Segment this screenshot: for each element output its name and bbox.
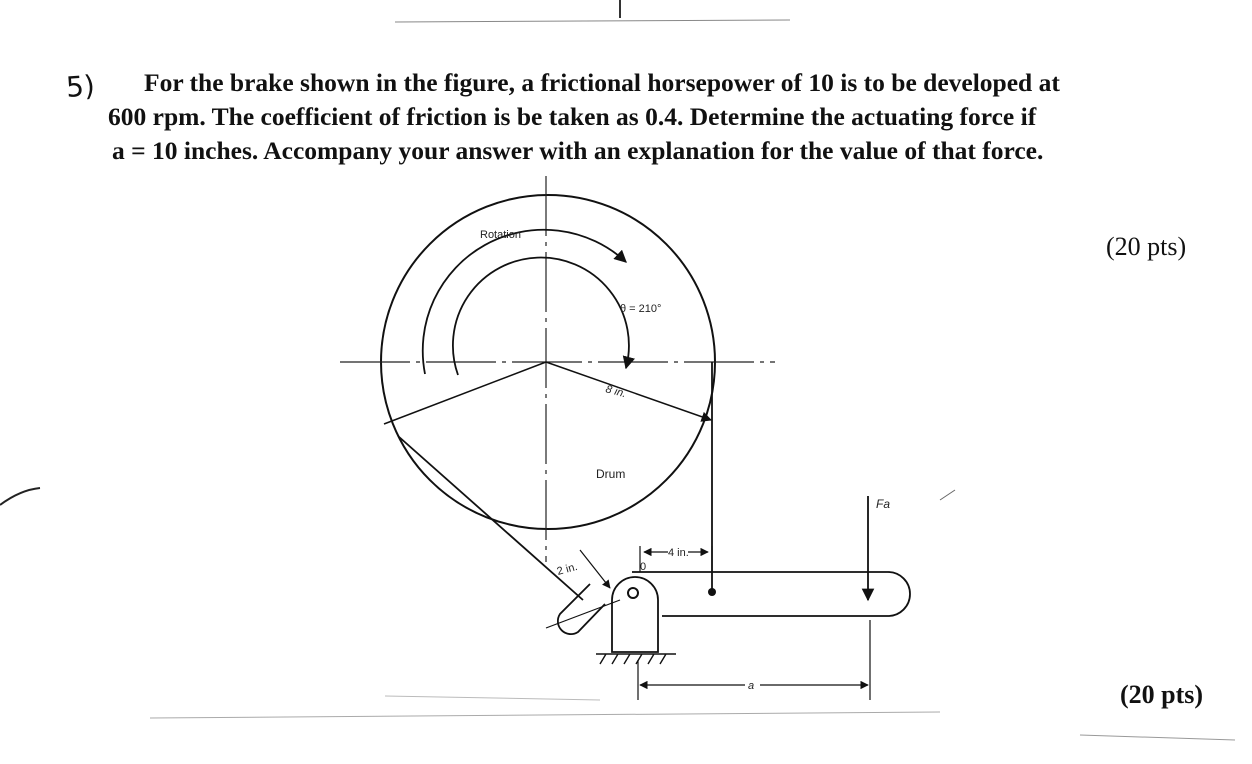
leader-line xyxy=(546,600,620,628)
problem-line-2: 600 rpm. The coefficient of friction is be taken as 0.4. Determine the actuating force if xyxy=(108,102,1037,131)
center-lines xyxy=(340,176,775,562)
points-top: (20 pts) xyxy=(1106,232,1187,261)
dimension-lines xyxy=(638,546,870,700)
question-number: 5) xyxy=(64,69,96,104)
radius-lines xyxy=(384,362,711,424)
drum-label: Drum xyxy=(596,467,626,481)
small-dim-arrow xyxy=(580,550,610,588)
band-attachment xyxy=(708,588,716,596)
points-bottom: (20 pts) xyxy=(1120,680,1204,709)
rotation-label: Rotation xyxy=(480,229,521,241)
pin-joint xyxy=(628,588,638,598)
problem-line-1: For the brake shown in the figure, a frictional horsepower of 10 is to be developed at xyxy=(144,68,1060,97)
rotation-arrows xyxy=(423,230,629,375)
lever xyxy=(558,572,910,652)
force-label: Fa xyxy=(876,497,891,511)
dim-label: a xyxy=(748,680,755,692)
problem-line-3: a = 10 inches. Accompany your answer with an explanation for the value of that force. xyxy=(112,136,1044,165)
pin-label: 0 xyxy=(640,561,647,573)
offset-label: 4 in. xyxy=(668,547,689,559)
radius-label: 8 in. xyxy=(604,383,628,401)
small-label: 2 in. xyxy=(555,560,579,578)
theta-label: θ = 210° xyxy=(620,303,662,315)
ground-hatch xyxy=(596,654,676,664)
